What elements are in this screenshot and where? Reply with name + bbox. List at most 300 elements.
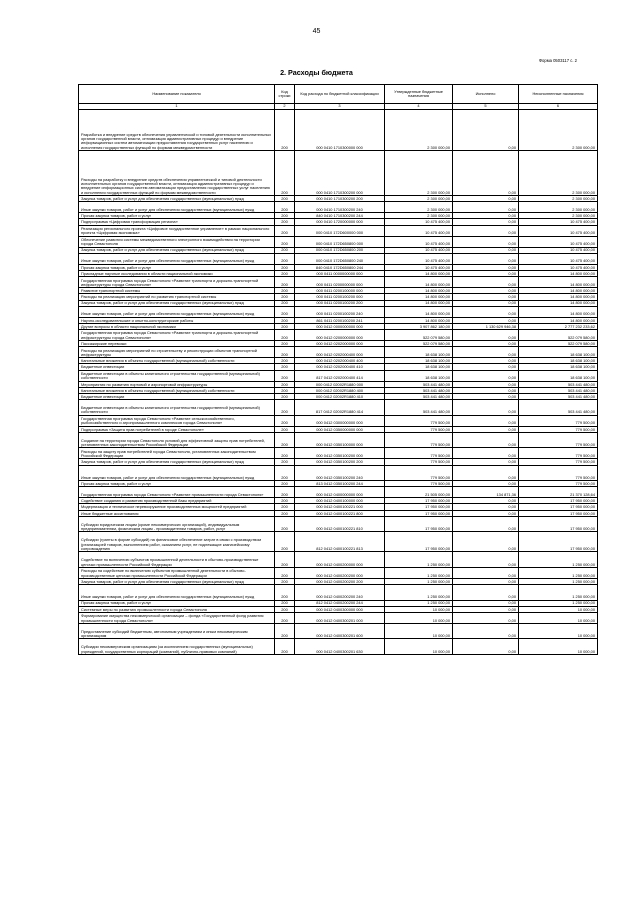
table-row: [79, 415, 598, 426]
row-remaining: 2 777 232 233,62: [519, 323, 598, 329]
row-remaining: 17 950 000,00: [519, 498, 598, 504]
row-approved: 2 300 000,00: [385, 213, 453, 219]
row-approved: 779 500,00: [385, 459, 453, 465]
row-name: Прочая закупка товаров, работ и услуг: [79, 213, 275, 219]
row-name: Закупка товаров, работ и услуг для обеспечения государственных (муниципальных) нужд: [79, 578, 275, 584]
row-name: Бюджетные инвестиции в объекты капитального строительства государственной (муниципальной) собственности: [79, 370, 275, 381]
row-name: Развитие транспортной системы: [79, 288, 275, 294]
row-code: 200: [275, 567, 295, 578]
row-executed: 0,00: [453, 516, 519, 532]
row-approved: 779 500,00: [385, 415, 453, 426]
row-name: Иные закупки товаров, работ и услуг для обеспечения государственных (муниципальных) нужд: [79, 253, 275, 264]
row-classification: 861 0411 0200100200 241: [295, 317, 385, 323]
row-classification: 000 0412 0202000400 410: [295, 364, 385, 370]
row-name: Формирование имущества некоммерческой организации – фонда «Государственный фонд развития промышленности города Севастополя»: [79, 612, 275, 623]
header-code: Код строки: [275, 85, 295, 104]
form-label: Форма 0503117 с. 2: [538, 58, 577, 63]
row-executed: 0,00: [453, 532, 519, 552]
row-code: 200: [275, 306, 295, 317]
row-executed: 0,00: [453, 639, 519, 655]
row-executed: 0,00: [453, 110, 519, 151]
row-classification: 000 0412 02002R1880 000: [295, 381, 385, 387]
row-executed: 0,00: [453, 585, 519, 601]
row-classification: 000 0410 1710300200 240: [295, 202, 385, 213]
row-executed: 0,00: [453, 330, 519, 341]
row-code: 200: [275, 341, 295, 347]
row-remaining: 2 300 000,00: [519, 151, 598, 196]
row-executed: 0,00: [453, 358, 519, 364]
row-executed: 1 130 629 946,38: [453, 323, 519, 329]
row-classification: 000 0412 0300000000 000: [295, 415, 385, 426]
row-approved: 1 250 000,00: [385, 552, 453, 568]
row-name: Прочая закупка товаров, работ и услуг: [79, 600, 275, 606]
row-code: 200: [275, 532, 295, 552]
table-row: [79, 465, 598, 481]
table-row: [79, 552, 598, 568]
row-executed: 0,00: [453, 465, 519, 481]
row-classification: 000 0410 172D650800 200: [295, 247, 385, 253]
table-row: [79, 202, 598, 213]
column-number: 3: [295, 104, 385, 110]
row-classification: 000 0412 0400100221 800: [295, 510, 385, 516]
row-name: Субсидии некоммерческим организациям (за исключением государственных (муниципальных) учреждений, государственных корпораций (компаний), публично-правовых компаний): [79, 639, 275, 655]
header-classification: Код расхода по бюджетной классификации: [295, 85, 385, 104]
row-approved: 10 000,00: [385, 639, 453, 655]
row-executed: 0,00: [453, 552, 519, 568]
row-remaining: 18 638 100,00: [519, 358, 598, 364]
row-remaining: 10 475 400,00: [519, 219, 598, 225]
row-approved: 779 500,00: [385, 426, 453, 432]
row-executed: 0,00: [453, 426, 519, 432]
row-classification: 000 0412 0400200000 000: [295, 552, 385, 568]
row-code: 200: [275, 253, 295, 264]
row-name: Иные закупки товаров, работ и услуг для обеспечения государственных (муниципальных) нужд: [79, 202, 275, 213]
row-code: 200: [275, 364, 295, 370]
row-name: Прикладные научные исследования в области национальной экономики: [79, 270, 275, 276]
row-executed: 0,00: [453, 606, 519, 612]
row-executed: 0,00: [453, 225, 519, 236]
row-approved: 18 638 100,00: [385, 347, 453, 358]
row-remaining: 10 475 400,00: [519, 264, 598, 270]
row-name: Иные закупки товаров, работ и услуг для обеспечения государственных (муниципальных) нужд: [79, 306, 275, 317]
row-remaining: 2 300 000,00: [519, 110, 598, 151]
row-executed: 0,00: [453, 196, 519, 202]
row-approved: 10 000,00: [385, 623, 453, 639]
table-row: [79, 151, 598, 196]
row-approved: 17 950 000,00: [385, 498, 453, 504]
row-name: Субсидии юридическим лицам (кроме некоммерческих организаций), индивидуальным предпринимателям, физическим лицам - производителям товаров, работ, услуг: [79, 516, 275, 532]
row-code: 200: [275, 381, 295, 387]
table-row: [79, 236, 598, 247]
row-remaining: 522 079 580,00: [519, 341, 598, 347]
row-classification: 000 0412 0202000400 000: [295, 347, 385, 358]
row-remaining: 503 441 480,00: [519, 381, 598, 387]
row-approved: 14 800 000,00: [385, 294, 453, 300]
row-classification: 000 0412 0350100200 240: [295, 465, 385, 481]
table-row: [79, 516, 598, 532]
row-code: 200: [275, 202, 295, 213]
header-remaining: Неисполненные назначения: [519, 85, 598, 104]
row-classification: 000 0411 0200000000 000: [295, 277, 385, 288]
row-remaining: 17 950 000,00: [519, 516, 598, 532]
row-approved: 779 500,00: [385, 465, 453, 481]
row-name: Расходы на реализацию мероприятий по строительству и реконструкции объектов транспортной инфраструктуры: [79, 347, 275, 358]
row-name: Государственная программа города Севастополя «Развитие транспорта и дорожно-транспортной инфраструктуры города Севастополя»: [79, 330, 275, 341]
row-code: 200: [275, 612, 295, 623]
row-executed: 0,00: [453, 370, 519, 381]
row-name: Научно-исследовательские и опытно-конструкторские работы: [79, 317, 275, 323]
row-classification: 000 0412 0400100221 000: [295, 504, 385, 510]
row-remaining: 10 475 400,00: [519, 253, 598, 264]
row-classification: 000 0412 0350100200 000: [295, 448, 385, 459]
row-code: 200: [275, 288, 295, 294]
row-remaining: 1 250 000,00: [519, 552, 598, 568]
row-classification: 000 0411 0200100200 000: [295, 294, 385, 300]
row-code: 200: [275, 347, 295, 358]
row-executed: 0,00: [453, 264, 519, 270]
row-executed: 0,00: [453, 623, 519, 639]
row-classification: 817 0412 0202000400 414: [295, 370, 385, 381]
row-classification: 000 0412 0400000000 000: [295, 487, 385, 498]
row-remaining: 21 370 128,64: [519, 487, 598, 498]
row-approved: 779 500,00: [385, 448, 453, 459]
row-executed: 0,00: [453, 364, 519, 370]
row-executed: 0,00: [453, 288, 519, 294]
row-code: 200: [275, 387, 295, 393]
row-executed: 0,00: [453, 498, 519, 504]
table-row: [79, 612, 598, 623]
row-executed: 0,00: [453, 300, 519, 306]
row-code: 200: [275, 247, 295, 253]
row-code: 200: [275, 639, 295, 655]
row-remaining: 18 638 100,00: [519, 364, 598, 370]
table-row: [79, 225, 598, 236]
row-executed: 0,00: [453, 236, 519, 247]
row-code: 200: [275, 394, 295, 400]
table-row: [79, 330, 598, 341]
row-executed: 0,00: [453, 219, 519, 225]
row-classification: 817 0412 02002R1880 414: [295, 400, 385, 416]
row-remaining: 2 300 000,00: [519, 213, 598, 219]
row-name: Капитальные вложения в объекты государственной (муниципальной) собственности: [79, 387, 275, 393]
table-row: [79, 370, 598, 381]
row-classification: 000 0412 02002R1880 410: [295, 394, 385, 400]
row-approved: 2 300 000,00: [385, 202, 453, 213]
row-code: 200: [275, 465, 295, 481]
row-code: 200: [275, 498, 295, 504]
row-name: Расходы на содействие по включению субъектов промышленной деятельности в сбытово-производственные цепочки промышленности Российской Федерации: [79, 567, 275, 578]
row-name: Бюджетные инвестиции: [79, 394, 275, 400]
row-executed: 0,00: [453, 294, 519, 300]
row-name: Подпрограмма «Цифровая трансформация региона»: [79, 219, 275, 225]
row-remaining: 10 000,00: [519, 612, 598, 623]
row-remaining: 14 800 000,00: [519, 277, 598, 288]
row-classification: 813 0412 0350100200 244: [295, 481, 385, 487]
row-executed: 0,00: [453, 306, 519, 317]
row-code: 200: [275, 552, 295, 568]
row-remaining: 779 500,00: [519, 459, 598, 465]
row-classification: 000 0410 172D650800 000: [295, 236, 385, 247]
row-approved: 3 907 862 180,00: [385, 323, 453, 329]
row-name: Закупка товаров, работ и услуг для обеспечения государственных (муниципальных) нужд: [79, 247, 275, 253]
row-code: 200: [275, 481, 295, 487]
row-remaining: 503 441 480,00: [519, 387, 598, 393]
row-remaining: 503 441 480,00: [519, 394, 598, 400]
header-approved: Утвержденные бюджетные назначения: [385, 85, 453, 104]
row-code: 200: [275, 585, 295, 601]
row-code: 200: [275, 448, 295, 459]
row-remaining: 14 800 000,00: [519, 306, 598, 317]
row-remaining: 17 950 000,00: [519, 532, 598, 552]
row-approved: 1 250 000,00: [385, 578, 453, 584]
row-code: 200: [275, 110, 295, 151]
row-remaining: 779 500,00: [519, 426, 598, 432]
row-executed: 0,00: [453, 432, 519, 448]
row-executed: 0,00: [453, 247, 519, 253]
row-approved: 2 300 000,00: [385, 151, 453, 196]
row-code: 200: [275, 317, 295, 323]
row-classification: 000 0412 0400100000 000: [295, 498, 385, 504]
row-name: Субсидии (гранты в форме субсидий) на финансовое обеспечение затрат в связи с производством (реализацией товаров, выполнением работ, оказанием услуг, не подлежащие казначейскому сопровождению: [79, 532, 275, 552]
row-code: 200: [275, 294, 295, 300]
row-executed: 0,00: [453, 481, 519, 487]
row-name: Расходы на защиту прав потребителей города Севастополя, установленных законодательством Российской Федерации: [79, 448, 275, 459]
row-classification: 000 0412 0400200200 240: [295, 585, 385, 601]
expenses-table: [78, 84, 598, 655]
row-executed: 0,00: [453, 394, 519, 400]
row-name: Создание на территории города Севастополя условий для эффективной защиты прав потребителей, установленных законодательством Российской Федерации: [79, 432, 275, 448]
row-approved: 21 505 000,00: [385, 487, 453, 498]
row-classification: 812 0412 0400100221 813: [295, 532, 385, 552]
row-code: 200: [275, 426, 295, 432]
row-classification: 812 0412 0400200200 244: [295, 600, 385, 606]
row-remaining: 10 475 400,00: [519, 236, 598, 247]
row-remaining: 1 250 000,00: [519, 600, 598, 606]
row-approved: 1 250 000,00: [385, 585, 453, 601]
row-approved: 14 800 000,00: [385, 277, 453, 288]
row-classification: 000 0412 0000000000 000: [295, 323, 385, 329]
row-code: 200: [275, 606, 295, 612]
row-code: 200: [275, 358, 295, 364]
row-approved: 14 800 000,00: [385, 288, 453, 294]
row-remaining: 779 500,00: [519, 481, 598, 487]
column-number: 2: [275, 104, 295, 110]
row-name: Закупка товаров, работ и услуг для обеспечения государственных (муниципальных) нужд: [79, 196, 275, 202]
table-row: [79, 448, 598, 459]
row-approved: 18 638 100,00: [385, 364, 453, 370]
row-executed: 0,00: [453, 381, 519, 387]
row-name: Государственная программа города Севастополя «Развитие транспорта и дорожно-транспортной инфраструктуры города Севастополя»: [79, 277, 275, 288]
row-approved: 503 441 480,00: [385, 381, 453, 387]
table-row: [79, 253, 598, 264]
row-approved: 522 079 580,00: [385, 330, 453, 341]
row-code: 200: [275, 459, 295, 465]
row-classification: 840 0410 1710300200 244: [295, 213, 385, 219]
row-classification: 000 0411 0200100200 200: [295, 300, 385, 306]
table-row: [79, 306, 598, 317]
row-approved: 18 638 100,00: [385, 370, 453, 381]
row-remaining: 10 000,00: [519, 639, 598, 655]
row-approved: 10 000,00: [385, 612, 453, 623]
row-remaining: 2 300 000,00: [519, 202, 598, 213]
row-approved: 10 475 400,00: [385, 225, 453, 236]
row-approved: 2 300 000,00: [385, 196, 453, 202]
table-row: [79, 277, 598, 288]
row-classification: 000 0412 0350100000 000: [295, 432, 385, 448]
row-classification: 000 0412 0202000000 000: [295, 341, 385, 347]
table-row: [79, 487, 598, 498]
row-executed: 0,00: [453, 213, 519, 219]
table-row: [79, 110, 598, 151]
row-approved: 522 079 580,00: [385, 341, 453, 347]
row-name: Прочая закупка товаров, работ и услуг: [79, 481, 275, 487]
row-remaining: 10 475 400,00: [519, 225, 598, 236]
table-row: [79, 623, 598, 639]
row-code: 200: [275, 516, 295, 532]
row-approved: 17 950 000,00: [385, 516, 453, 532]
table-row: [79, 347, 598, 358]
row-classification: 000 0410 172D650800 240: [295, 253, 385, 264]
row-name: Расходы на реализацию мероприятий по развитию транспортной системы: [79, 294, 275, 300]
row-code: 200: [275, 504, 295, 510]
row-classification: 000 0412 0200000000 000: [295, 330, 385, 341]
row-approved: 1 250 000,00: [385, 567, 453, 578]
row-executed: 0,00: [453, 347, 519, 358]
row-name: Мероприятия по развитию портовой и аэропортовой инфраструктуры: [79, 381, 275, 387]
row-approved: 503 441 480,00: [385, 394, 453, 400]
row-name: Бюджетные инвестиции: [79, 364, 275, 370]
row-classification: 000 0410 1720000000 000: [295, 219, 385, 225]
table-body: [79, 110, 598, 655]
row-name: Системные меры по развитию промышленности города Севастополя: [79, 606, 275, 612]
row-remaining: 1 250 000,00: [519, 567, 598, 578]
row-approved: 14 800 000,00: [385, 317, 453, 323]
row-approved: 10 475 400,00: [385, 236, 453, 247]
row-remaining: 1 250 000,00: [519, 578, 598, 584]
row-classification: 000 0411 0200100000 000: [295, 288, 385, 294]
row-code: 200: [275, 225, 295, 236]
row-approved: 14 800 000,00: [385, 306, 453, 317]
row-approved: 779 500,00: [385, 432, 453, 448]
row-code: 200: [275, 196, 295, 202]
row-executed: 0,00: [453, 510, 519, 516]
column-number: 4: [385, 104, 453, 110]
row-classification: 000 0412 0400200200 200: [295, 578, 385, 584]
row-code: 200: [275, 330, 295, 341]
row-classification: 000 0411 0200100200 240: [295, 306, 385, 317]
row-executed: 0,00: [453, 612, 519, 623]
row-code: 200: [275, 400, 295, 416]
row-remaining: 18 638 100,00: [519, 347, 598, 358]
row-code: 200: [275, 264, 295, 270]
row-executed: 0,00: [453, 448, 519, 459]
row-executed: 0,00: [453, 567, 519, 578]
row-executed: 0,00: [453, 341, 519, 347]
row-approved: 17 950 000,00: [385, 510, 453, 516]
row-code: 200: [275, 151, 295, 196]
row-approved: 10 475 400,00: [385, 264, 453, 270]
row-remaining: 14 800 000,00: [519, 288, 598, 294]
row-classification: 000 0410 1710300000 000: [295, 110, 385, 151]
table-row: [79, 567, 598, 578]
row-name: Пассажирские перевозки: [79, 341, 275, 347]
row-executed: 0,00: [453, 415, 519, 426]
row-remaining: 779 500,00: [519, 432, 598, 448]
row-name: Подпрограмма «Защита прав потребителей в городе Севастополе»: [79, 426, 275, 432]
row-name: Закупка товаров, работ и услуг для обеспечения государственных (муниципальных) нужд: [79, 459, 275, 465]
row-code: 200: [275, 219, 295, 225]
row-approved: 779 500,00: [385, 481, 453, 487]
row-classification: 000 0412 0400100221 810: [295, 516, 385, 532]
row-code: 200: [275, 623, 295, 639]
row-executed: 0,00: [453, 202, 519, 213]
row-name: Иные закупки товаров, работ и услуг для обеспечения государственных (муниципальных) нужд: [79, 585, 275, 601]
row-executed: 0,00: [453, 387, 519, 393]
row-name: Содействие созданию и развитию производственной базы предприятий: [79, 498, 275, 504]
row-name: Модернизация и техническое перевооружение производственных мощностей предприятий: [79, 504, 275, 510]
row-name: Иные бюджетные ассигнования: [79, 510, 275, 516]
row-approved: 18 638 100,00: [385, 358, 453, 364]
row-classification: 000 0412 02002R1880 400: [295, 387, 385, 393]
row-approved: 1 250 000,00: [385, 600, 453, 606]
row-code: 200: [275, 323, 295, 329]
row-code: 200: [275, 213, 295, 219]
row-approved: 14 800 000,00: [385, 300, 453, 306]
row-executed: 0,00: [453, 578, 519, 584]
row-code: 200: [275, 600, 295, 606]
row-approved: 17 950 000,00: [385, 532, 453, 552]
row-remaining: 503 441 480,00: [519, 400, 598, 416]
row-remaining: 14 800 000,00: [519, 294, 598, 300]
row-code: 200: [275, 236, 295, 247]
row-executed: 0,00: [453, 459, 519, 465]
row-remaining: 522 079 580,00: [519, 330, 598, 341]
table-row: [79, 585, 598, 601]
row-name: Капитальные вложения в объекты государственной (муниципальной) собственности: [79, 358, 275, 364]
row-remaining: 10 475 400,00: [519, 247, 598, 253]
row-classification: 000 0412 0400300201 600: [295, 623, 385, 639]
row-name: Разработка и внедрение средств обеспечения управленческой и типовой деятельности исполнительных органов государственной власти, оптимизация административных процедур и внедрение информационных систем автоматизации предоставления государственных услуг населению и исполнения государственных функций по формам межведомственности: [79, 110, 275, 151]
row-name: Другие вопросы в области национальной экономики: [79, 323, 275, 329]
row-remaining: 779 500,00: [519, 448, 598, 459]
row-code: 200: [275, 510, 295, 516]
row-name: Обеспечение развития системы межведомственного электронного взаимодействия на территории города Севастополя: [79, 236, 275, 247]
table-row: [79, 400, 598, 416]
row-name: Закупка товаров, работ и услуг для обеспечения государственных (муниципальных) нужд: [79, 300, 275, 306]
column-number: 5: [453, 104, 519, 110]
row-classification: 000 0410 1710300200 200: [295, 196, 385, 202]
header-executed: Исполнено: [453, 85, 519, 104]
row-executed: 0,00: [453, 504, 519, 510]
row-classification: 000 0412 0400200200 000: [295, 567, 385, 578]
row-classification: 000 0412 0350100200 200: [295, 459, 385, 465]
row-approved: 503 441 480,00: [385, 400, 453, 416]
row-name: Реализация регионального проекта «Цифровое государственное управление» в рамках национального проекта «Цифровая экономика»: [79, 225, 275, 236]
row-executed: 0,00: [453, 253, 519, 264]
row-approved: 10 475 400,00: [385, 219, 453, 225]
row-approved: 10 475 400,00: [385, 247, 453, 253]
row-code: 200: [275, 487, 295, 498]
row-name: Государственная программа города Севастополя «Развитие сельскохозяйственного, рыбохозяйственного и агропромышленного комплексов города Севастополя»: [79, 415, 275, 426]
row-classification: 000 0412 0400300201 630: [295, 639, 385, 655]
section-title: 2. Расходы бюджета: [280, 68, 353, 77]
row-classification: 000 0412 0350000000 000: [295, 426, 385, 432]
column-number: 1: [79, 104, 275, 110]
row-remaining: 17 950 000,00: [519, 510, 598, 516]
row-remaining: 14 800 000,00: [519, 300, 598, 306]
row-remaining: 779 500,00: [519, 415, 598, 426]
row-executed: 0,00: [453, 270, 519, 276]
